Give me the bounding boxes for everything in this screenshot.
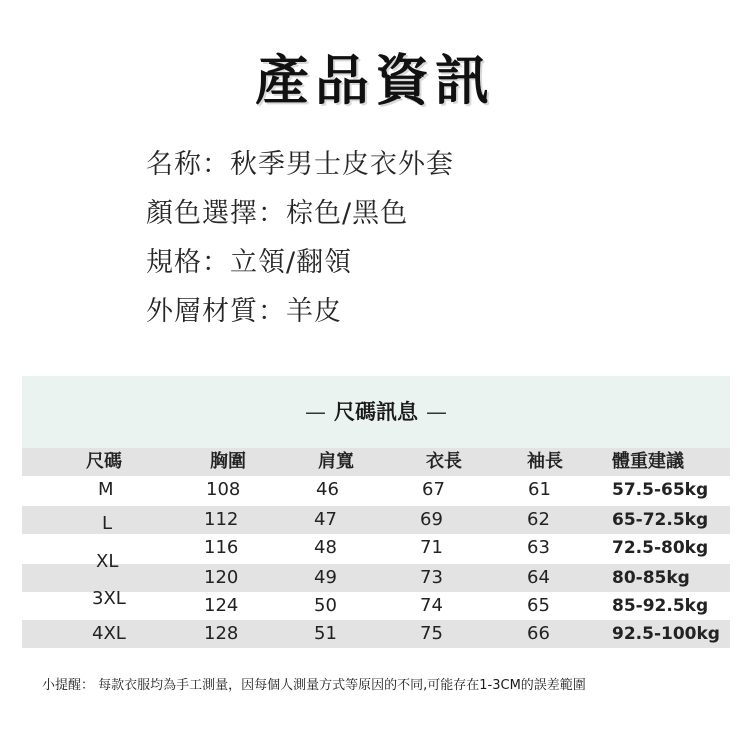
header-sleeve: 袖長 [527, 451, 563, 472]
size-label: L [102, 513, 113, 534]
header-chest: 胸圍 [210, 451, 246, 472]
header-shoulder: 肩寬 [318, 451, 354, 472]
table-row: 120 49 73 64 80-85kg [22, 564, 730, 592]
table-row: 112 47 69 62 65-72.5kg [22, 506, 730, 534]
info-spec: 規格：立領/翻領 [146, 247, 353, 278]
info-name: 名称：秋季男士皮衣外套 [146, 149, 454, 180]
size-section-header [22, 376, 730, 448]
size-label: 3XL [92, 588, 126, 609]
divider-right: — [426, 400, 447, 424]
divider-left: — [305, 400, 326, 424]
table-header-row [22, 448, 730, 476]
table-row: 116 48 71 63 72.5-80kg [204, 537, 709, 558]
page-title: 產品資訊 [255, 49, 495, 112]
size-label: XL [96, 551, 119, 572]
table-row: 108 46 67 61 57.5-65kg [206, 479, 709, 500]
info-material: 外層材質：羊皮 [146, 296, 342, 327]
size-heading: 尺碼訊息 [334, 400, 418, 424]
header-size: 尺碼 [86, 451, 122, 472]
table-row: 124 50 74 65 85-92.5kg [204, 595, 709, 616]
info-color: 顏色選擇：棕色/黑色 [146, 198, 409, 229]
product-info [146, 140, 454, 336]
size-label: M [98, 479, 114, 500]
header-length: 衣長 [426, 451, 462, 472]
table-row: 128 51 75 66 92.5-100kg [22, 620, 730, 648]
size-label: 4XL [92, 623, 126, 644]
measurement-note: 小提醒： 每款衣服均為手工測量，因每個人測量方式等原因的不同,可能存在1-3CM的誤差範圍 [42, 678, 586, 693]
header-weight: 體重建議 [612, 451, 684, 472]
